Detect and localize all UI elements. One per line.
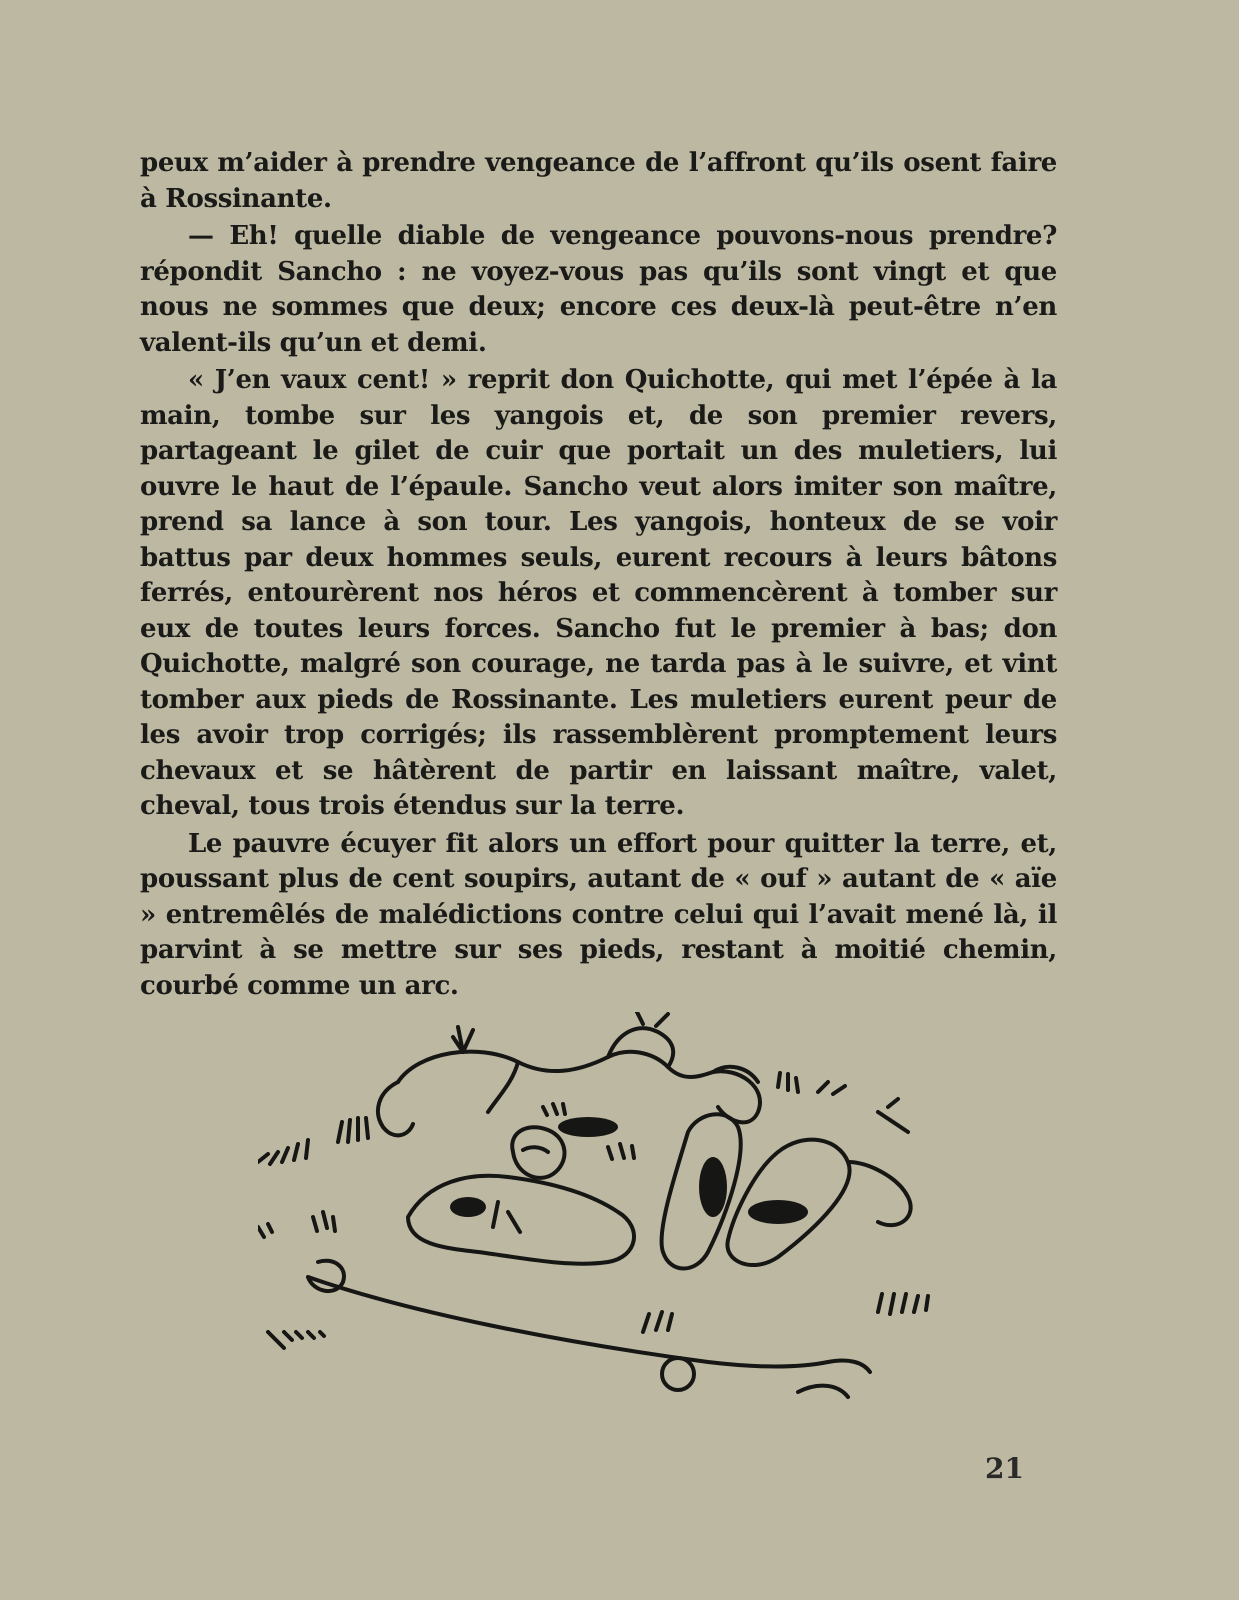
body-text (140, 146, 1057, 1006)
paragraph-2: — Eh! quelle diable de vengeance pouvons-nous prendre? répondit Sancho : ne voyez-vous pas qu’ils sont vingt et que nous ne sommes que deux; encore ces deux-là peut-être n’en valent-ils qu’un et demi. (140, 221, 1057, 358)
lance (308, 1277, 828, 1367)
horse-figure (398, 1052, 760, 1123)
paragraph-3: « J’en vaux cent! » reprit don Quichotte, qui met l’épée à la main, tombe sur les yangois et, de son premier revers, partageant le gilet de cuir que portait un des muletiers, lui ouvre le haut de l’épaule. Sancho veut alors imiter son maître, prend sa lance à son tour. Les yangois, honteux de se voir battus par deux hommes seuls, eurent recours à leurs bâtons ferrés, entourèrent nos héros et commencèrent à tomber sur eux de toutes leurs forces. Sancho fut le premier à bas; don Quichotte, malgré son courage, ne tarda pas à le suivre, et vint tomber aux pieds de Rossinante. Les muletiers eurent peur de les avoir trop corrigés; ils rassemblèrent promptement leurs chevaux et se hâtèrent de partir en laissant maître, valet, cheval, tous trois étendus sur la terre. (140, 365, 1057, 821)
paragraph-4: Le pauvre écuyer fit alors un effort pour quitter la terre, et, poussant plus de cent soupirs, autant de « ouf » autant de « aïe » entremêlés de malédictions contre celui qui l’avait mené là, il parvint à se mettre sur ses pieds, restant à moitié chemin, courbé comme un arc. (140, 828, 1057, 1001)
sancho-figure (512, 1127, 564, 1178)
page-number: 21 (985, 1452, 1024, 1485)
illustration-fallen-knight-and-squire (258, 1012, 978, 1432)
paragraph-1: peux m’aider à prendre vengeance de l’affront qu’ils osent faire à Rossinante. (140, 148, 1057, 214)
